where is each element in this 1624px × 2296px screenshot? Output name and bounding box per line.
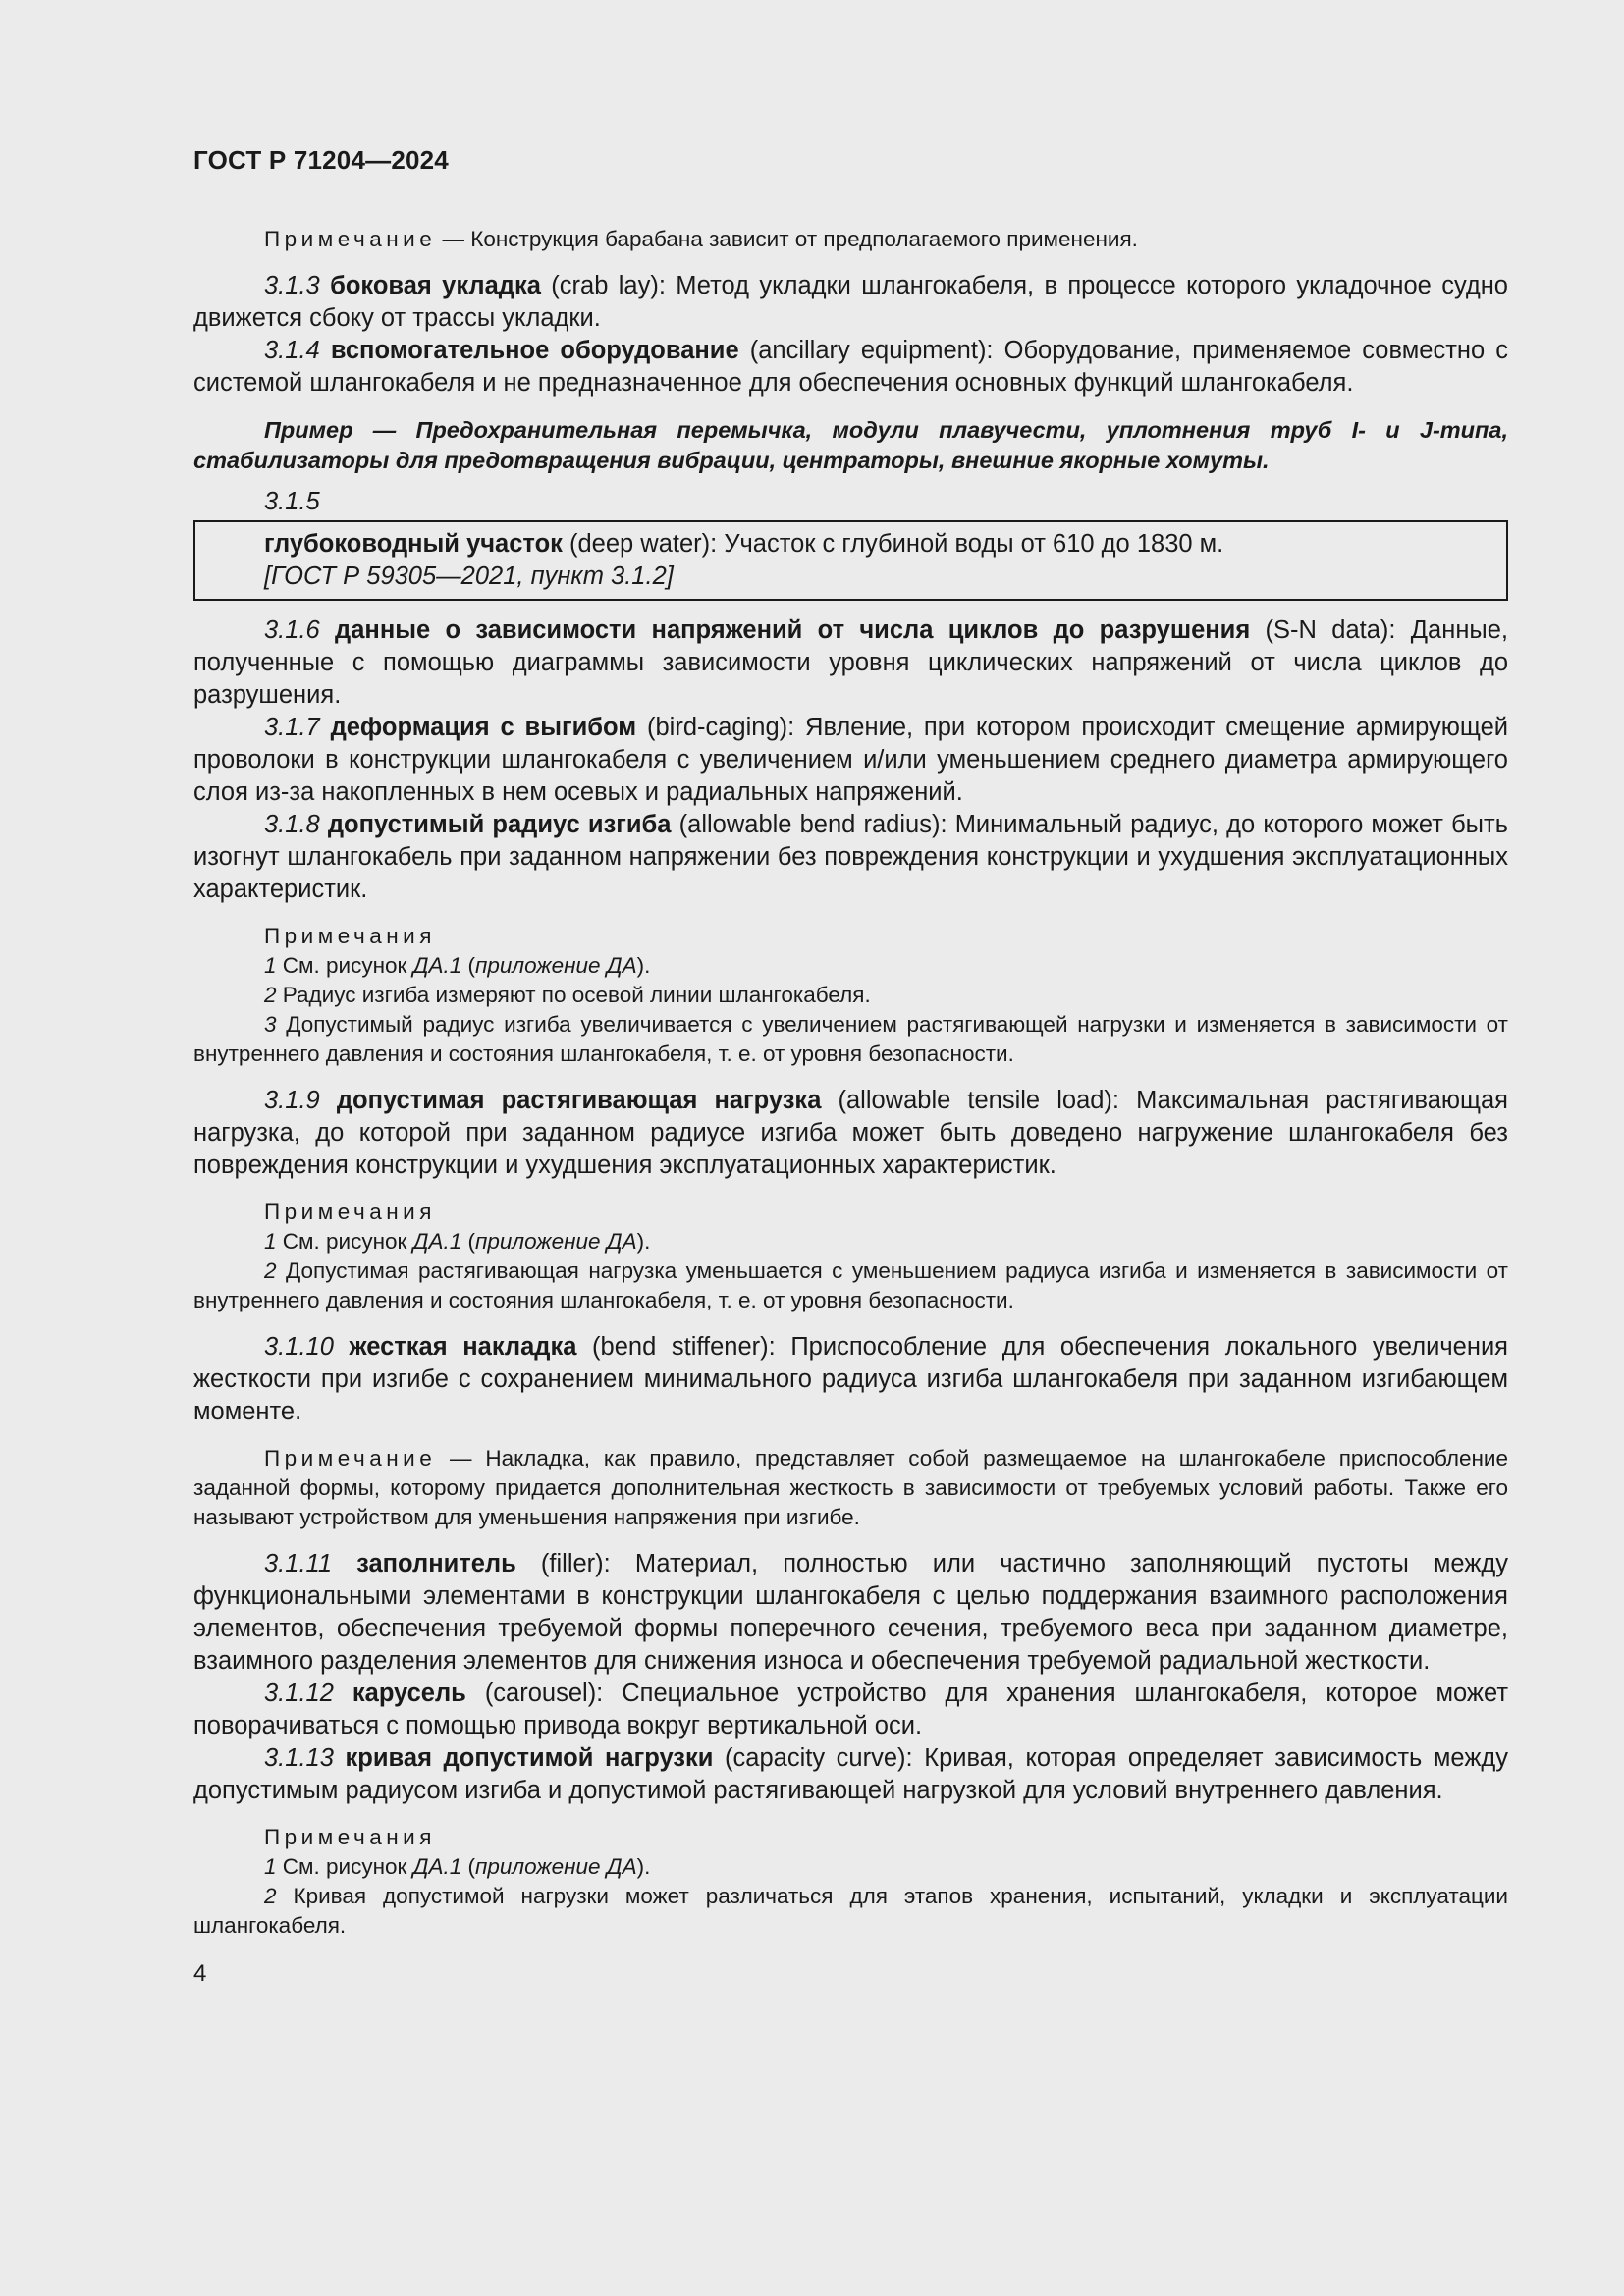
- term-3-1-6: 3.1.6 данные о зависимости напряжений от числа циклов до разрушения (S-N data): Данные, полученные с помощью диаграммы зависимости уровня циклических напряжений от числа циклов до разрушения.: [193, 616, 1508, 709]
- term-3-1-9: 3.1.9 допустимая растягивающая нагрузка (allowable tensile load): Максимальная растягивающая нагрузка, до которой при заданном радиусе изгиба может быть доведено нагружение шлангокабеля без повреждения конструкции и ухудшения эксплуатационных характеристик.: [193, 1087, 1508, 1179]
- example-paragraph: Пример — Предохранительная перемычка, модули плавучести, уплотнения труб I- и J-типа, стабилизаторы для предотвращения вибрации, центраторы, внешние якорные хомуты.: [193, 417, 1508, 473]
- notes-label: Примечания: [264, 924, 436, 948]
- note-item: 2 Кривая допустимой нагрузки может различаться для этапов хранения, испытаний, укладки и эксплуатации шлангокабеля.: [193, 1884, 1508, 1938]
- document-page: [193, 145, 1508, 1988]
- term-3-1-3: 3.1.3 боковая укладка (crab lay): Метод укладки шлангокабеля, в процессе которого укладочное судно движется сбоку от трассы укладки.: [193, 272, 1508, 332]
- document-header: ГОСТ Р 71204—2024: [193, 145, 449, 175]
- term-3-1-5-number: 3.1.5: [264, 488, 320, 515]
- note-bend-stiffener: Примечание — Накладка, как правило, представляет собой размещаемое на шлангокабеле приспособление заданной формы, которому придается дополнительная жесткость в зависимости от требуемых условий работы. Также его называют устройством для уменьшения напряжения при изгибе.: [193, 1446, 1508, 1529]
- term-3-1-8: 3.1.8 допустимый радиус изгиба (allowable bend radius): Минимальный радиус, до которого может быть изогнут шлангокабель при заданном напряжении без повреждения конструкции и ухудшения эксплуатационных характеристик.: [193, 811, 1508, 903]
- source-reference: [ГОСТ Р 59305—2021, пункт 3.1.2]: [264, 562, 674, 590]
- note-item: 1 См. рисунок ДА.1 (приложение ДА).: [264, 1854, 651, 1879]
- term-3-1-7: 3.1.7 деформация с выгибом (bird-caging): Явление, при котором происходит смещение армирующей проволоки в конструкции шлангокабеля с увеличением и/или уменьшением среднего диаметра армирующего слоя из-за накопленных в нем осевых и радиальных напряжений.: [193, 714, 1508, 806]
- term-3-1-12: 3.1.12 карусель (carousel): Специальное устройство для хранения шлангокабеля, которое может поворачиваться с помощью привода вокруг вертикальной оси.: [193, 1680, 1508, 1739]
- note-item: 2 Радиус изгиба измеряют по осевой линии шлангокабеля.: [264, 983, 871, 1007]
- term-3-1-4: 3.1.4 вспомогательное оборудование (ancillary equipment): Оборудование, применяемое совместно с системой шлангокабеля и не предназначенное для обеспечения основных функций шлангокабеля.: [193, 337, 1508, 397]
- note-item: 3 Допустимый радиус изгиба увеличивается с увеличением растягивающей нагрузки и изменяется в зависимости от внутреннего давления и состояния шлангокабеля, т. е. от уровня безопасности.: [193, 1012, 1508, 1066]
- note-label: Примечание: [264, 227, 437, 251]
- note-item: 1 См. рисунок ДА.1 (приложение ДА).: [264, 1229, 651, 1254]
- note-drum: Примечание — Конструкция барабана зависит от предполагаемого применения.: [264, 227, 1138, 251]
- note-item: 1 См. рисунок ДА.1 (приложение ДА).: [264, 953, 651, 978]
- page-number: 4: [193, 1960, 207, 1987]
- note-item: 2 Допустимая растягивающая нагрузка уменьшается с уменьшением радиуса изгиба и изменяется в зависимости от внутреннего давления и состояния шлангокабеля, т. е. от уровня безопасности.: [193, 1258, 1508, 1312]
- term-3-1-5-box: глубоководный участок (deep water): Участок с глубиной воды от 610 до 1830 м. [ГОСТ Р 59305—2021, пункт 3.1.2]: [193, 520, 1508, 601]
- notes-label: Примечания: [264, 1200, 436, 1224]
- term-3-1-10: 3.1.10 жесткая накладка (bend stiffener): Приспособление для обеспечения локального увеличения жесткости при изгибе с сохранением минимального радиуса изгиба шлангокабеля при заданном изгибающем моменте.: [193, 1333, 1508, 1425]
- term-3-1-11: 3.1.11 заполнитель (filler): Материал, полностью или частично заполняющий пустоты между функциональными элементами в конструкции шлангокабеля с целью поддержания взаимного расположения элементов, обеспечения требуемой формы поперечного сечения, требуемого веса при заданном диаметре, взаимного разделения элементов для снижения износа и обеспечения требуемой радиальной жесткости.: [193, 1550, 1509, 1675]
- term-3-1-13: 3.1.13 кривая допустимой нагрузки (capacity curve): Кривая, которая определяет зависимость между допустимым радиусом изгиба и допустимой растягивающей нагрузкой для условий внутреннего давления.: [193, 1744, 1509, 1804]
- notes-label: Примечания: [264, 1825, 436, 1849]
